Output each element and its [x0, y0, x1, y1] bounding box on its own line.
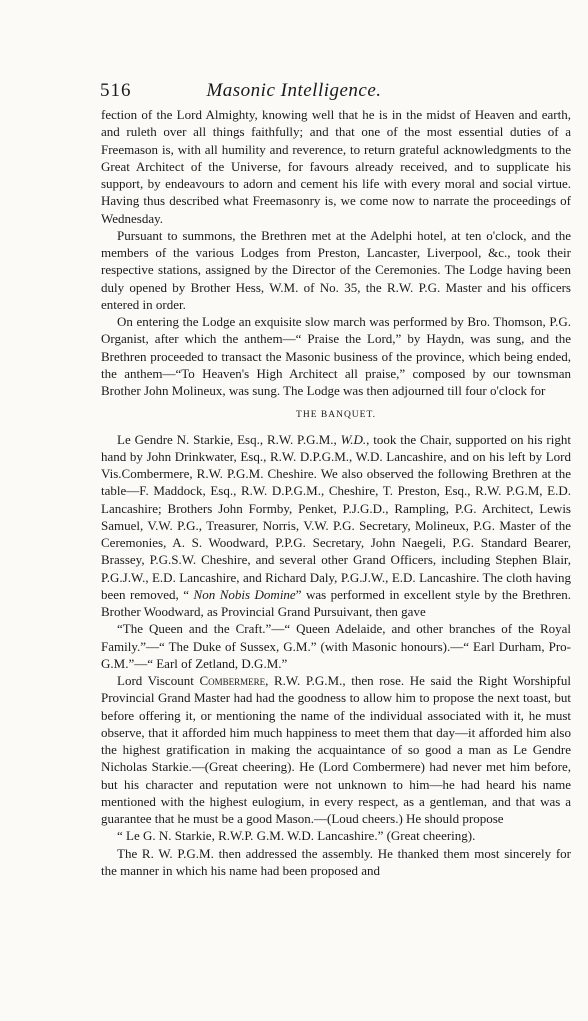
section-heading-banquet: THE BANQUET. — [296, 410, 376, 421]
page-number: 516 — [100, 80, 132, 101]
page-header — [0, 80, 588, 104]
banquet-text-middle: , took the Chair, supported on his right hand by John Drinkwater, Esq., R.W. D.P.G.M., W.D. Lancashire, and on his left by Lord Vis.Combermere, R.W. P.G.M. Cheshire. We also observed the following Brethren at the table—F. Maddock, Esq., R.W. D.P.G.M., Cheshire, T. Preston, Esq., R.W. P.G.M, E.D. Lancashire; Brothers John Formby, Penket, P.J.G.D., Rampling, P.G. Architect, Lewis Samuel, V.W. P.G., Treasurer, Norris, V.W. P.G. Secretary, Molineux, P.G. Master of the Ceremonies, A. S. Woodward, P.P.G. Secretary, John Naegeli, P.G. Standard Bearer, Brassey, P.G.S.W. Cheshire, and several other Grand Officers, including Stephen Blair, P.G.J.W., E.D. Lancashire, and Richard Daly, P.G.J.W., E.D. Lancashire. The cloth having been removed, “ — [101, 431, 571, 602]
paragraph-toasts: “The Queen and the Craft.”—“ Queen Adelaide, and other branches of the Royal Family.”—“ The Duke of Sussex, G.M.” (with Masonic honours).—“ Earl Durham, Pro-G.M.”—“ Earl of Zetland, D.G.M.” — [101, 621, 571, 671]
combermere-name: Combermere — [199, 673, 266, 688]
paragraph-adelphi-meeting: Pursuant to summons, the Brethren met at the Adelphi hotel, at ten o'clock, and the members of the various Lodges from Preston, Lancaster, Liverpool, &c., took their respective stations, assigned by the Director of the Ceremonies. The Lodge having been duly opened by Brother Hess, W.M. of No. 35, the R.W. P.G. Master and his officers entered in order. — [101, 227, 571, 312]
banquet-italic-wd: W.D. — [340, 431, 367, 447]
banquet-text-start: Le Gendre N. Starkie, Esq., R.W. P.G.M., — [117, 431, 341, 447]
paragraph-combermere-speech — [101, 672, 571, 827]
combermere-text-rest: , R.W. P.G.M., then rose. He said the Right Worshipful Provincial Grand Master had had the goodness to allow him to propose the next toast, but before offering it, or mentioning the name of the individual associated with it, he must observe, that it afforded him much happiness to meet them that day—it afforded him also the highest gratification in making the acquaintance of so good a man as Le Gendre Nicholas Starkie.—(Great cheering). He (Lord Combermere) had never met him before, but his character and reputation were not unknown to him—he had heard his name mentioned with the highest eulogium, in every respect, as a gentleman, and that was a guarantee that he must be a good Mason.—(Loud cheers.) He should propose — [101, 673, 571, 826]
paragraph-starkie-toast: “ Le G. N. Starkie, R.W.P. G.M. W.D. Lancashire.” (Great cheering). — [117, 828, 476, 844]
banquet-text-end: ” was performed in excellent style by the Brethren. Brother Woodward, as Provincial Grand Pursuivant, then gave — [101, 586, 571, 619]
combermere-text-start: Lord Viscount — [117, 673, 200, 688]
page-body — [101, 106, 571, 879]
paragraph-pgm-address: The R. W. P.G.M. then addressed the assembly. He thanked them most sincerely for the manner in which his name had been proposed and — [101, 845, 571, 878]
banquet-italic-non-nobis: Non Nobis Domine — [193, 586, 296, 602]
running-title: Masonic Intelligence. — [206, 80, 382, 101]
paragraph-banquet-chair — [101, 431, 571, 621]
paragraph-continued-text: fection of the Lord Almighty, knowing well that he is in the midst of Heaven and earth, and ruleth over all things faithfully; and that one of the most essential duties of a Freemason is, with all humility and reverence, to return grateful acknowledgments to the Great Architect of the Universe, for favours already received, and to supplicate his support, by endeavours to adorn and cement his life with every moral and social virtue. Having thus described what Freemasonry is, we come now to narrate the proceedings of Wednesday. — [101, 107, 571, 226]
paragraph-lodge-anthem: On entering the Lodge an exquisite slow march was performed by Bro. Thomson, P.G. Organist, after which the anthem—“ Praise the Lord,” by Haydn, was sung, and the Brethren proceeded to transact the Masonic business of the province, which being ended, the anthem—“To Heaven's High Architect all praise,” composed by our townsman Brother John Molineux, was sung. The Lodge was then adjourned till four o'clock for — [101, 314, 571, 398]
